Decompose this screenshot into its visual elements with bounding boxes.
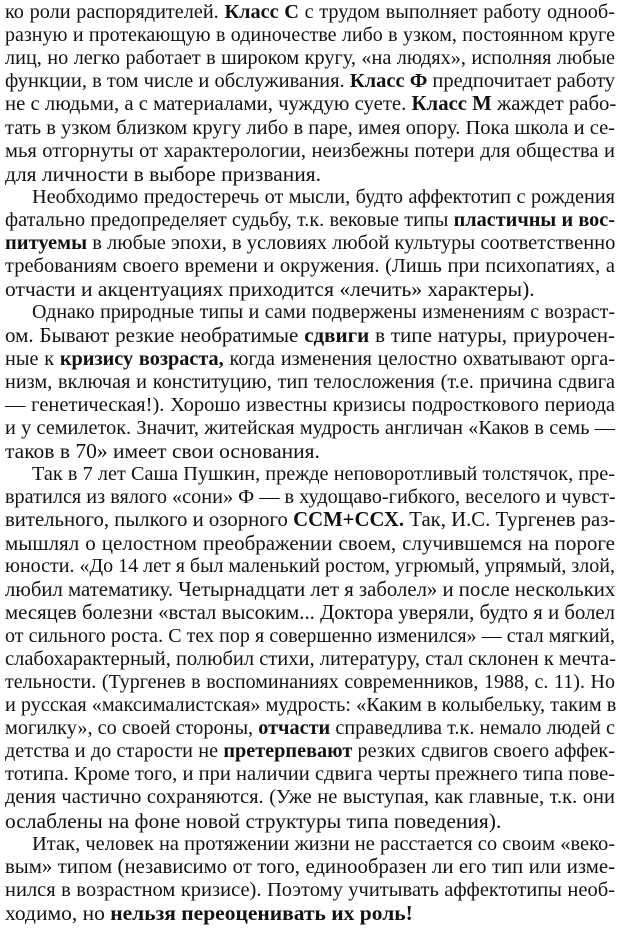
text-span: дения частично сохраняются. (Уже не выступая, как главные, т.к. они (5, 786, 615, 809)
text-span: разную и протекающую в одиночестве либо в узком, постоянном круге (5, 24, 615, 47)
text-span: Так в 7 лет Саша Пушкин, прежде неповоротливый толстячок, пре- (32, 463, 615, 485)
text-span: функции, в том числе и обслуживания. (5, 70, 350, 93)
text-span: предпочитает работу (427, 70, 616, 93)
text-span: слабохарактерный, полюбил стихи, литературу, стал склонен к мечта- (5, 647, 616, 670)
text-span: ные к (5, 347, 60, 370)
text-span: резких сдвигов своего аффек- (352, 740, 615, 763)
bold-text: питуемы (5, 232, 88, 254)
bold-text: Класс С (224, 1, 299, 23)
bold-text: Класс М (411, 93, 492, 116)
text-span: вым» типом (независимо от того, единообразен ли его тип или изме- (5, 855, 615, 878)
text-span: вительного, пылкого и озорного (5, 509, 294, 532)
text-span: таков в 70» имеет свои основания. (5, 438, 320, 463)
text-span: тельности. (Тургенев в воспоминаниях современников, 1988, с. 11). Но (5, 670, 615, 693)
text-span: когда изменения целостно охватывают орга- (223, 347, 615, 370)
bold-text: сдвиги (304, 323, 370, 348)
text-span: фатально предопределяет судьбу, т.к. вековые типы (5, 208, 454, 231)
bold-text: Класс Ф (349, 70, 428, 93)
text-span: ом. Бывают резкие необратимые (5, 323, 305, 348)
text-span: вратился из вялого «сони» Ф — в худощаво-гибкого, веселого и чувст- (5, 486, 616, 509)
text-span: нился в возрастном кризисе). Поэтому учитывать аффектотипы необ- (5, 878, 615, 901)
text-span: юности. «До 14 лет я был маленький ростом, угрюмый, упрямый, злой, (5, 555, 615, 578)
text-span: в типе натуры, приурочен- (369, 323, 615, 348)
text-span: ходимо, но (5, 900, 111, 925)
text-span: отчасти и акцентуациях приходится «лечить» характеры). (5, 277, 535, 302)
text-span: в любые эпохи, в условиях любой культуры соответственно (87, 232, 616, 254)
text-span: и русская «максималистская» мудрость: «Каким в колыбельку, таким в (5, 694, 617, 716)
text-span: тать в узком близком кругу либо в паре, имея опору. Пока школа и се- (5, 116, 615, 139)
bold-text: нельзя переоценивать их роль! (110, 900, 413, 925)
text-span: могилку», со своей стороны, (5, 717, 259, 740)
text-span: любил математику. Четырнадцати лет я заболел» и после нескольких (5, 578, 616, 601)
text-span: детства и до старости не (5, 740, 224, 763)
text-span: низм, включая и конституцию, тип телосложения (т.е. причина сдвига (5, 370, 615, 393)
text-span: мья отгорнуты от характерологии, неизбежны потери для общества и (5, 139, 615, 162)
text-span: для личности в выборе призвания. (5, 161, 322, 186)
text-span: Однако природные типы и сами подвержены изменениям с возраст- (32, 301, 615, 324)
bold-text: отчасти (258, 717, 331, 740)
text-span: справедлива т.к. немало людей с (330, 717, 615, 740)
text-span: жаждет рабо- (491, 93, 617, 116)
text-span: с трудом выполняет работу однооб- (298, 1, 615, 23)
text-span: тотипа. Кроме того, и при наличии сдвига черты прежнего типа пове- (5, 763, 615, 786)
bold-text: кризису возраста, (59, 347, 224, 370)
text-span: ослаблены на фоне новой структуры типа поведения). (5, 808, 502, 833)
text-span: лиц, но легко работает в широком кругу, «на людях», исполняя любые (5, 47, 615, 70)
bold-text: ССМ+ССХ. (293, 509, 405, 532)
bold-text: претерпевают (223, 740, 353, 763)
text-span: требованиям своего времени и окружения. (Лишь при психопатиях, а (5, 255, 615, 278)
text-span: ко роли распорядителей. (5, 1, 225, 23)
text-span: Так, И.С. Тургенев раз- (404, 509, 616, 532)
text-span: — генетическая!). Хорошо известны кризисы подросткового периода (5, 393, 615, 416)
text-span: месяцев болезни «встал высоким... Доктора уверяли, будто я и болел (5, 601, 615, 624)
text-span: мышлял о целостном преображении своем, случившемся на пороге (5, 531, 615, 556)
text-span: от сильного роста. С тех пор я совершенно изменился» — стал мягкий, (5, 624, 615, 647)
text-span: и у семилеток. Значит, житейская мудрость англичан «Каков в семь — (5, 416, 615, 439)
text-span: Необходимо предостеречь от мысли, будто аффектотип с рождения (32, 185, 615, 208)
text-line (5, 899, 615, 927)
text-span: Итак, человек на протяжении жизни не расстается со своим «веко- (32, 832, 616, 855)
text-span: не с людьми, а с материалами, чуждую суете. (5, 93, 412, 116)
bold-text: пластичны и вос- (453, 208, 615, 231)
